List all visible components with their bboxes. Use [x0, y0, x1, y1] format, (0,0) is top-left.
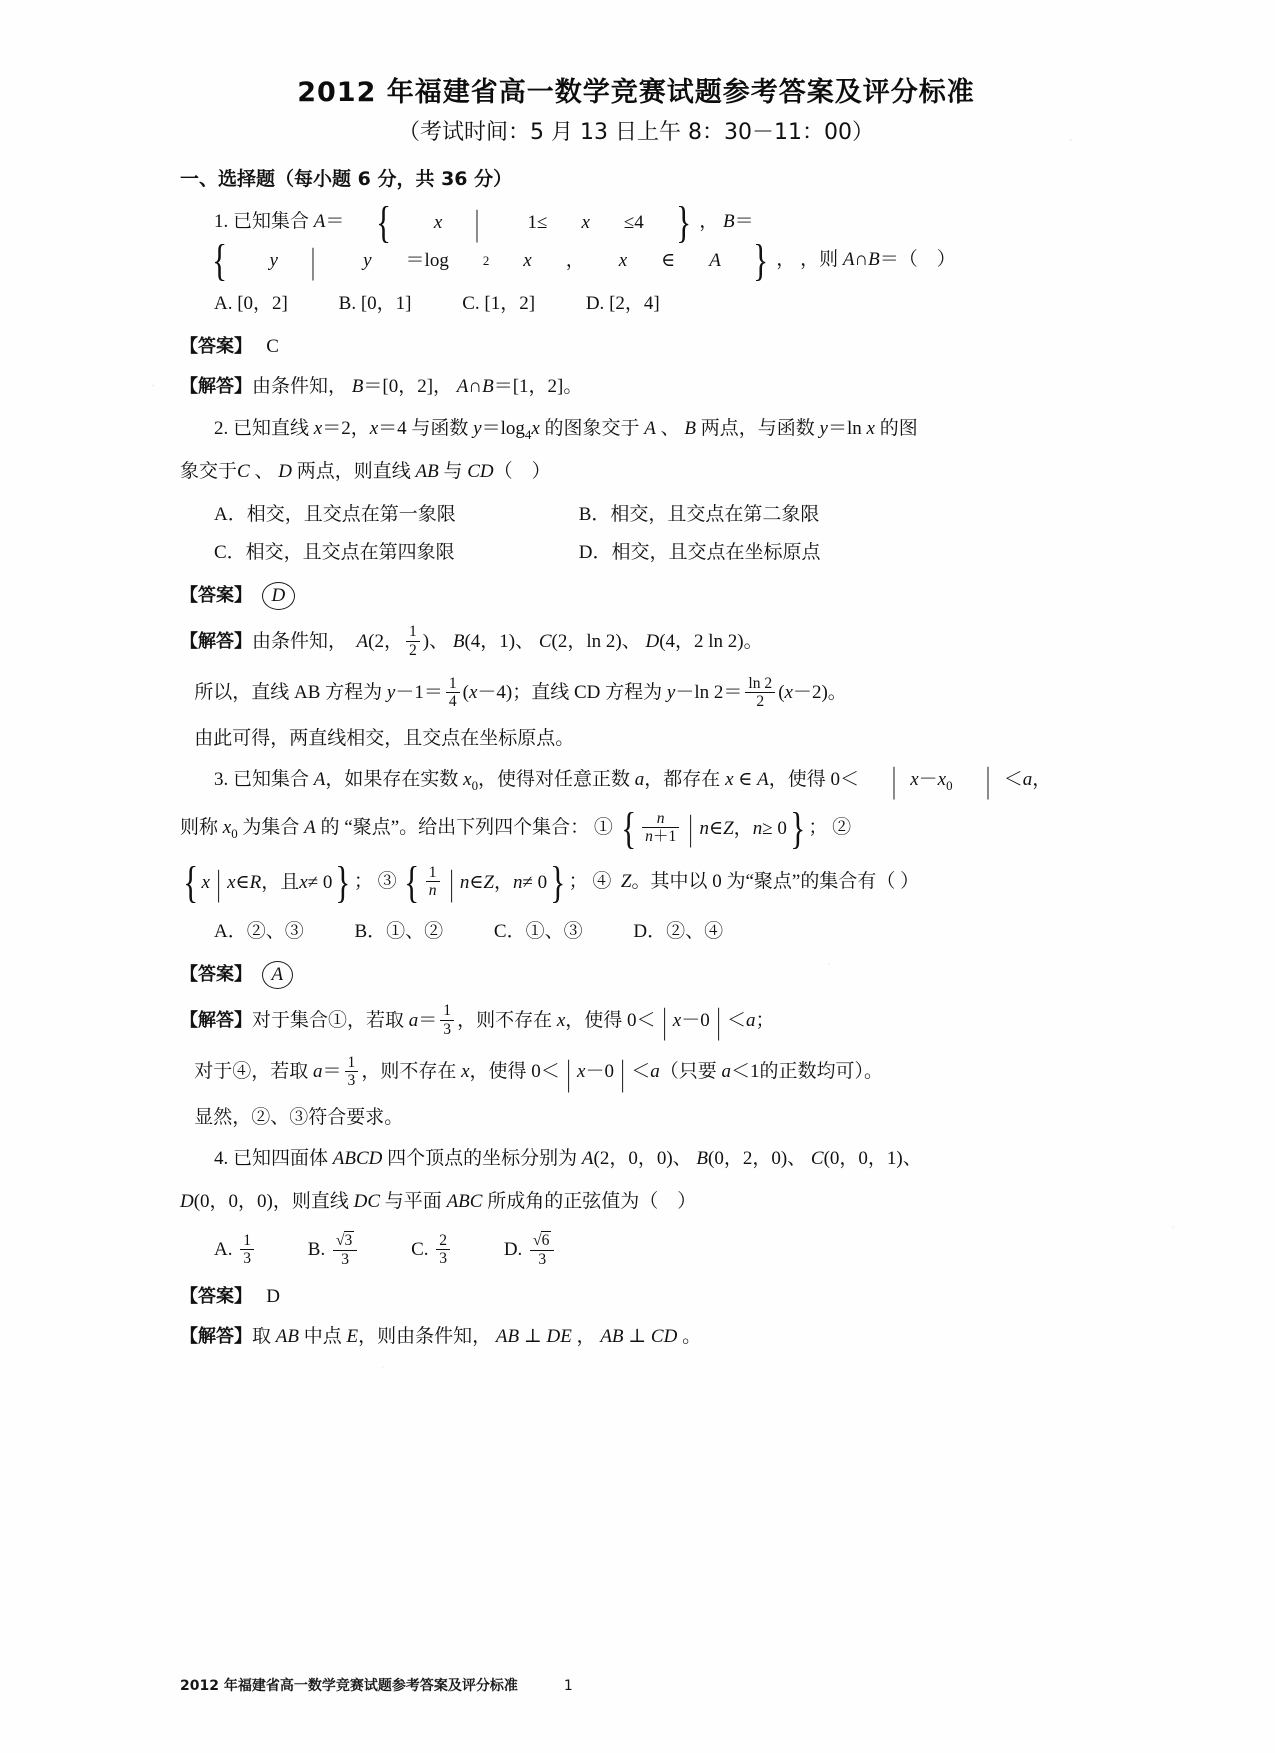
- option-letter: D.: [585, 293, 605, 315]
- problem-3-solution-line1: 【解答】对于集合①，若取 a＝ $\frac{1}{3}$ ，则不存在 x，使得 0＜ | x－0 | ＜a；: [180, 1001, 775, 1042]
- problem-4-solution-lead: 取 AB 中点 E，则由条件知， AB ⊥ DE ， AB ⊥ CD 。: [252, 1326, 702, 1348]
- problem-4-option-b: B. $\frac{√3}{3}$: [308, 1226, 361, 1274]
- problem-1-solution: 【解答】由条件知， B＝[0，2]， A∩B＝[1，2]。: [180, 376, 583, 398]
- set-marker-2: ②: [832, 816, 852, 838]
- answer-label: 【答案】: [180, 963, 252, 985]
- option-letter: A.: [214, 293, 233, 315]
- problem-1-option-b: [339, 285, 412, 323]
- problem-3-stem-line3: { x | x ∈ R ，且 x ≠ 0 } ； ③ { $\frac{1}{n}$ | n ∈ Z ， n ≠ 0 } ； ④ Z。其中以 0 为“聚点”的集合有（ ）: [183, 857, 920, 908]
- problem-2-solution-line3: 由此可得，两直线相交，且交点在坐标原点。: [194, 727, 575, 749]
- answer-label: 【答案】: [180, 584, 252, 606]
- problem-4-option-d: D. $\frac{√6}{3}$: [504, 1226, 558, 1274]
- problem-1-solution-lead: 由条件知，: [252, 376, 348, 398]
- problem-3-sol2-b: ，则不存在 x，使得 0＜ | x－0 | ＜a（只要 a＜1的正数均可）。: [361, 1052, 884, 1093]
- problem-1-options: [214, 285, 1092, 323]
- problem-2-solution-line2: 所以，直线 AB 方程为 y－1＝ $\frac{1}{4}$ (x－4)；直线 CD 方程为 y－ln 2＝ $\frac{\ln 2}{2}$ (x－2)。: [194, 674, 847, 711]
- problem-1-stem-tail: ，则: [800, 249, 839, 271]
- solution-label: 【解答】: [180, 376, 252, 398]
- problem-3-sol2-a: 对于④，若取: [194, 1061, 309, 1083]
- answer-label: 【答案】: [180, 336, 252, 358]
- page-footer: [180, 1675, 1092, 1695]
- problem-4-answer-value: D: [266, 1286, 280, 1308]
- problem-2-options: [214, 496, 1092, 572]
- option-value: [0，2]: [237, 293, 288, 315]
- option-value: [0，1]: [360, 293, 412, 315]
- problem-2-solution-line2-mid: ；直线 CD 方程为: [512, 682, 663, 704]
- problem-4-options: [214, 1226, 1092, 1274]
- option-letter: D.: [503, 1238, 523, 1260]
- set-marker-4: ④: [592, 871, 612, 893]
- option-letter: B.: [307, 1238, 326, 1260]
- problem-1-number: 1.: [214, 211, 229, 232]
- solution-label: 【解答】: [180, 630, 252, 652]
- problem-3-option-d: D．②、④: [633, 920, 724, 942]
- problem-4-number: 4.: [214, 1147, 229, 1169]
- problem-3-option-a: A．②、③: [214, 920, 304, 942]
- problem-3-stem-line2: 则称 $x_0$ 为集合 A 的 “聚点”。给出下列四个集合： ① { $\frac{n}{n+1}$ | n ∈ Z ， n ≥ 0 } ； ②: [180, 802, 852, 853]
- option-letter: C.: [411, 1238, 429, 1260]
- page-number: 1: [563, 1678, 573, 1694]
- problem-2-answer-value: D: [262, 582, 296, 611]
- problem-2-option-b: B．相交，且交点在第二象限: [578, 503, 820, 525]
- problem-3-stem-tail: 。其中以 0 为“聚点”的集合有（ ）: [631, 871, 920, 893]
- problem-2-option-d: D．相交，且交点在坐标原点: [578, 541, 821, 563]
- problem-3-option-c: C．①、③: [493, 920, 583, 942]
- option-letter: A.: [214, 1238, 233, 1260]
- problem-1-stem-prefix: 已知集合: [233, 211, 310, 232]
- problem-2-stem-line1: 2. 已知直线 x＝2，x＝4 与函数 $y=\log_4x$ 的图象交于 A 、 B 两点，与函数 y＝ln x 的图: [214, 417, 918, 442]
- set-marker-3: ③: [377, 871, 397, 893]
- problem-1-option-d: [586, 285, 660, 323]
- problem-4-stem-line1: 4. 已知四面体 ABCD 四个顶点的坐标分别为 A(2，0，0)、 B(0，2，0)、 C(0，0，1)、: [214, 1147, 922, 1169]
- problem-2-solution-line2-prefix: 所以，直线 AB 方程为: [194, 682, 383, 704]
- set-marker-1: ①: [593, 816, 613, 838]
- problem-3-option-b: B．①、②: [354, 920, 444, 942]
- problem-1-answer: [180, 329, 1092, 365]
- problem-3-solution-line3: 显然，②、③符合要求。: [194, 1106, 404, 1128]
- problem-2-options-row1: [214, 496, 1092, 534]
- problem-2-number: 2.: [214, 417, 229, 439]
- solution-label: 【解答】: [180, 1009, 252, 1031]
- problem-2-options-row2: [214, 534, 1092, 572]
- problem-1-option-c: [462, 285, 535, 323]
- problem-2-option-a: A．相交，且交点在第一象限: [214, 503, 456, 525]
- document-body: [180, 70, 1092, 1360]
- problem-3-answer: [180, 957, 1092, 993]
- option-letter: C.: [462, 293, 480, 315]
- option-letter: B.: [338, 293, 357, 315]
- problem-2-option-c: C．相交，且交点在第四象限: [214, 541, 455, 563]
- problem-3-sol1-a: 对于集合①，若取: [252, 1009, 405, 1031]
- problem-3-solution-line2: 对于④，若取 a＝ $\frac{1}{3}$ ，则不存在 x，使得 0＜ | x－0 | ＜a（只要 a＜1的正数均可）。: [194, 1052, 884, 1093]
- problem-3-number: 3.: [214, 768, 229, 790]
- problem-4-option-c: C. $\frac{2}{3}$: [411, 1226, 453, 1274]
- problem-3-answer-value: A: [262, 961, 294, 990]
- exam-time-subtitle: （考试时间：5 月 13 日上午 8：30－11：00）: [398, 120, 874, 145]
- solution-label: 【解答】: [180, 1326, 252, 1348]
- problem-2-solution-line1: 【解答】由条件知， A(2， $\frac{1}{2}$ )、 B(4，1)、 C(2，ln 2)、 D(4，2 ln 2)。: [180, 623, 763, 659]
- problem-2-stem-line2: 象交于C 、 D 两点，则直线 AB 与 CD（ ）: [180, 460, 551, 482]
- problem-1-stem: 1. 已知集合 A＝ { x | 1≤ x ≤4 } ， B＝ { y | y ＝log 2 x ， x ∈ A } ， ，则 A∩B＝（ ）: [212, 196, 956, 285]
- option-value: [2，4]: [609, 293, 660, 315]
- section-heading: 一、选择题（每小题 6 分，共 36 分）: [180, 168, 513, 190]
- problem-3-sol1-b: ，则不存在 x，使得 0＜ | x－0 | ＜a；: [457, 1001, 775, 1042]
- problem-1-option-a: [214, 285, 288, 323]
- answer-label: 【答案】: [180, 1286, 252, 1308]
- problem-4-option-a: A. $\frac{1}{3}$: [214, 1226, 257, 1274]
- option-value: [1，2]: [484, 293, 536, 315]
- problem-4-stem-line2: D(0，0，0)，则直线 DC 与平面 ABC 所成角的正弦值为（ ）: [180, 1190, 697, 1212]
- footer-text: 2012 年福建省高一数学竞赛试题参考答案及评分标准: [180, 1678, 518, 1694]
- problem-1-answer-value: C: [266, 336, 279, 358]
- problem-2-solution-lead: 由条件知，: [252, 630, 348, 652]
- page-title: 2012 年福建省高一数学竞赛试题参考答案及评分标准: [297, 77, 975, 108]
- problem-2-answer: [180, 578, 1092, 614]
- problem-4-answer: [180, 1279, 1092, 1315]
- problem-3-stem-line1: 3. 已知集合 A，如果存在实数 $x_0$，使得对任意正数 a，都存在 x ∈ A，使得 0＜ | $x-x_0$ | ＜a，: [214, 760, 1052, 801]
- problem-3-options: [214, 913, 1092, 951]
- problem-4-solution: [180, 1319, 1092, 1355]
